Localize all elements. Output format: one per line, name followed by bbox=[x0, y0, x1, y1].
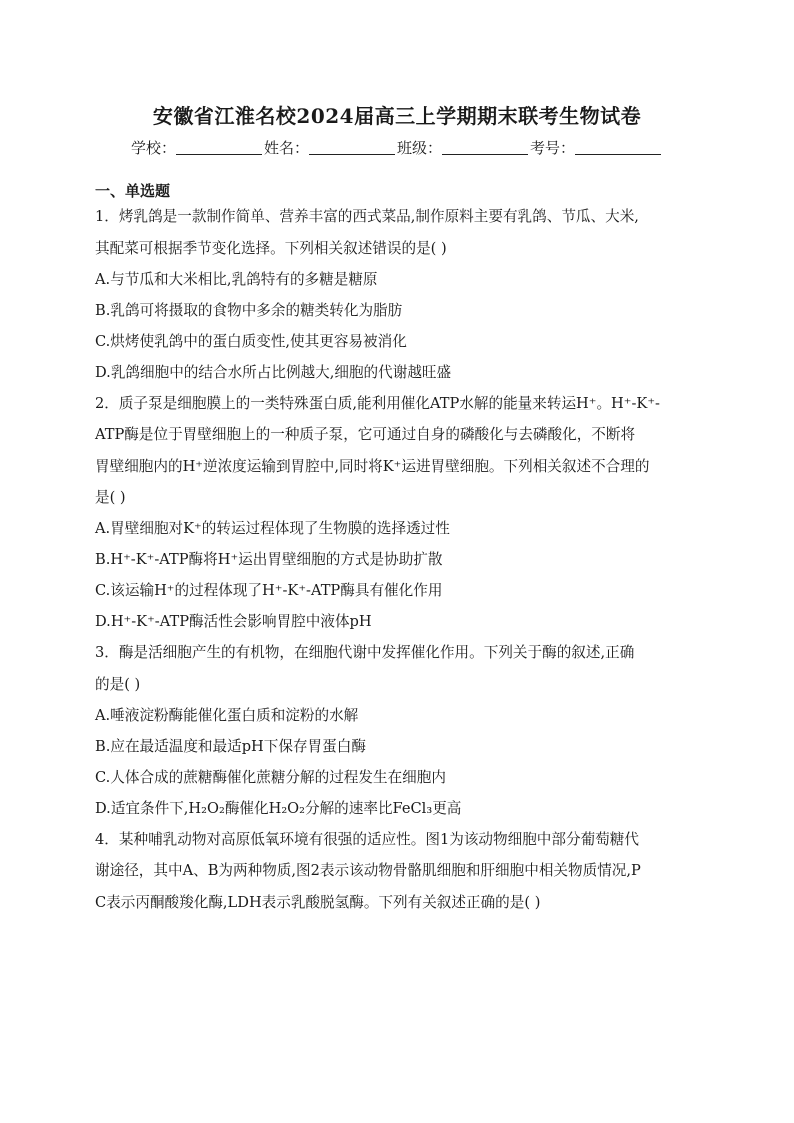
page-title: 安徽省江淮名校2024届高三上学期期末联考生物试卷 bbox=[152, 104, 642, 128]
q3-option-d: D.适宜条件下,H₂O₂酶催化H₂O₂分解的速率比FeCl₃更高 bbox=[95, 800, 462, 817]
q2-option-d: D.H⁺-K⁺-ATP酶活性会影响胃腔中液体pH bbox=[95, 613, 372, 630]
q2-stem-line-3: 胃壁细胞内的H⁺逆浓度运输到胃腔中,同时将K⁺运进胃壁细胞。下列相关叙述不合理的 bbox=[95, 458, 650, 475]
q4-stem-line-1: 4．某种哺乳动物对高原低氧环境有很强的适应性。图1为该动物细胞中部分葡萄糖代 bbox=[95, 831, 639, 848]
q2-option-a: A.胃壁细胞对K⁺的转运过程体现了生物膜的选择透过性 bbox=[95, 520, 450, 537]
q1-option-c: C.烘烤使乳鸽中的蛋白质变性,使其更容易被消化 bbox=[95, 333, 407, 350]
q1-option-a: A.与节瓜和大米相比,乳鸽特有的多糖是糖原 bbox=[95, 271, 378, 288]
q1-option-d: D.乳鸽细胞中的结合水所占比例越大,细胞的代谢越旺盛 bbox=[95, 364, 452, 381]
q3-option-a: A.唾液淀粉酶能催化蛋白质和淀粉的水解 bbox=[95, 707, 359, 724]
q2-stem-line-1: 2．质子泵是细胞膜上的一类特殊蛋白质,能利用催化ATP水解的能量来转运H⁺。H⁺-K⁺- bbox=[95, 395, 660, 412]
q2-option-c: C.该运输H⁺的过程体现了H⁺-K⁺-ATP酶具有催化作用 bbox=[95, 582, 443, 599]
q2-stem-line-2: ATP酶是位于胃壁细胞上的一种质子泵，它可通过自身的磷酸化与去磷酸化，不断将 bbox=[95, 426, 636, 443]
name-blank[interactable] bbox=[309, 140, 395, 155]
q4-stem-line-2: 谢途径，其中A、B为两种物质,图2表示该动物骨骼肌细胞和肝细胞中相关物质情况,P bbox=[95, 862, 641, 879]
school-label: 学校： bbox=[130, 139, 176, 157]
q3-stem-line-2: 的是( ) bbox=[95, 676, 141, 693]
class-label: 班级： bbox=[397, 139, 443, 157]
exam-no-label: 考号： bbox=[530, 139, 576, 157]
q2-stem-line-4: 是( ) bbox=[95, 489, 126, 506]
class-blank[interactable] bbox=[442, 140, 528, 155]
name-label: 姓名： bbox=[263, 139, 309, 157]
q4-stem-line-3: C表示丙酮酸羧化酶,LDH表示乳酸脱氢酶。下列有关叙述正确的是( ) bbox=[95, 894, 541, 911]
school-blank[interactable] bbox=[176, 140, 262, 155]
q3-option-b: B.应在最适温度和最适pH下保存胃蛋白酶 bbox=[95, 738, 366, 755]
q1-option-b: B.乳鸽可将摄取的食物中多余的糖类转化为脂肪 bbox=[95, 302, 403, 319]
student-info-line bbox=[0, 137, 794, 158]
section-title: 一、单选题 bbox=[95, 182, 171, 200]
exam-no-blank[interactable] bbox=[575, 140, 661, 155]
q1-stem-line-1: 1．烤乳鸽是一款制作简单、营养丰富的西式菜品,制作原料主要有乳鸽、节瓜、大米, bbox=[95, 208, 639, 225]
q3-option-c: C.人体合成的蔗糖酶催化蔗糖分解的过程发生在细胞内 bbox=[95, 769, 446, 786]
q1-stem-line-2: 其配菜可根据季节变化选择。下列相关叙述错误的是( ) bbox=[95, 240, 447, 257]
q2-option-b: B.H⁺-K⁺-ATP酶将H⁺运出胃壁细胞的方式是协助扩散 bbox=[95, 551, 443, 568]
q3-stem-line-1: 3．酶是活细胞产生的有机物，在细胞代谢中发挥催化作用。下列关于酶的叙述,正确 bbox=[95, 644, 635, 661]
